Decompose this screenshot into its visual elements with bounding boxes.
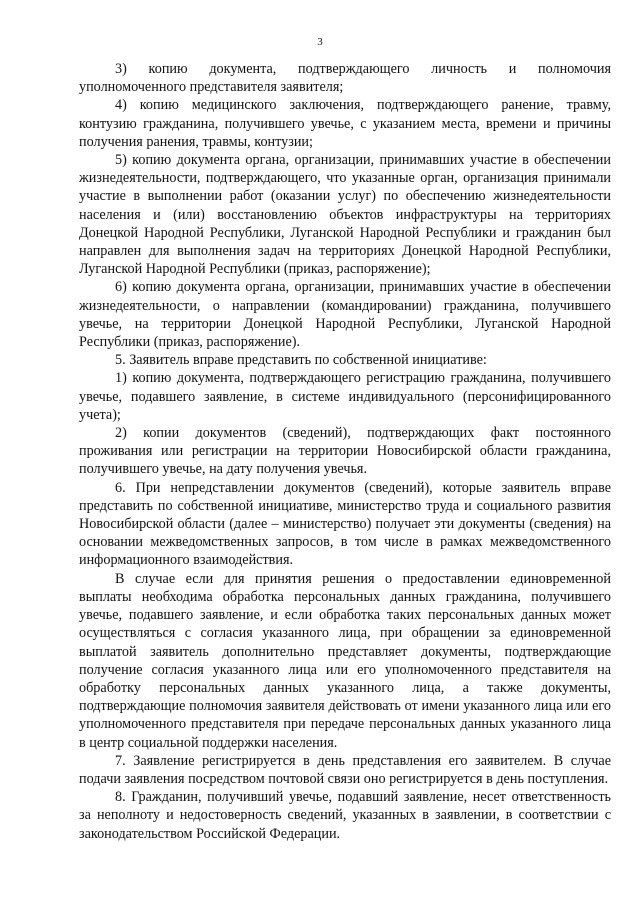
paragraph-clause-8: 8. Гражданин, получивший увечье, подавший заявление, несет ответственность за неполноту и недостоверность сведений, указанных в заявлении, в соответствии с законодательством Российской Федерации.: [79, 789, 611, 842]
paragraph-item-4-medical-report: 4) копию медицинского заключения, подтверждающего ранение, травму, контузию гражданина, получившего увечье, с указанием места, времени и причины получения ранения, травмы, контузии;: [79, 97, 611, 150]
paragraph-item-3-copy-representative: 3) копию документа, подтверждающего личность и полномочия уполномоченного представителя заявителя;: [79, 61, 611, 96]
paragraph-clause-6: 6. При непредставлении документов (сведений), которые заявитель вправе представить по собственной инициативе, министерство труда и социального развития Новосибирской области (далее – министерство) получает эти документы (сведения) на основании межведомственных запросов, в том числе в рамках межведомственного информационного взаимодействия.: [79, 479, 611, 569]
paragraph-item-6-assignment-document: 6) копию документа органа, организации, принимавших участие в обеспечении жизнедеятельности, о направлении (командировании) гражданина, получившего увечье, на территории Донецкой Народной Республики, Луганской Народной Республики (приказ, распоряжение).: [79, 279, 611, 351]
document-body: [79, 60, 611, 843]
paragraph-personal-data-consent: В случае если для принятия решения о предоставлении единовременной выплаты необходима обработка персональных данных гражданина, получившего увечье, подавшего заявление, и если обработка таких персональных данных может осуществляться с согласия указанного лица, при обращении за единовременной выплатой заявитель дополнительно представляет документы, подтверждающие получение согласия указанного лица или его уполномоченного представителя на обработку персональных данных указанного лица, а также документы, подтверждающие полномочия заявителя действовать от имени указанного лица или его уполномоченного представителя при передаче персональных данных указанного лица в центр социальной поддержки населения.: [79, 570, 611, 751]
page-number: 3: [317, 36, 323, 48]
paragraph-clause-5: 5. Заявитель вправе представить по собственной инициативе:: [115, 352, 487, 369]
paragraph-clause-7: 7. Заявление регистрируется в день представления его заявителем. В случае подачи заявления посредством почтовой связи оно регистрируется в день поступления.: [79, 752, 611, 787]
paragraph-item-2-residence-documents: 2) копии документов (сведений), подтверждающих факт постоянного проживания или регистрации на территории Новосибирской области гражданина, получившего увечье, на дату получения увечья.: [79, 425, 611, 478]
paragraph-item-1-registration-copy: 1) копию документа, подтверждающего регистрацию гражданина, получившего увечье, подавшего заявление, в системе индивидуального (персонифицированного учета);: [79, 370, 611, 423]
paragraph-item-5-organization-document: 5) копию документа органа, организации, принимавших участие в обеспечении жизнедеятельности, подтверждающего, что указанные орган, организация принимали участие в выполнении работ (оказании услуг) по обеспечению жизнедеятельности населения и (или) восстановлению объектов инфраструктуры на территориях Донецкой Народной Республики, Луганской Народной Республики и гражданин был направлен для выполнения задач на территориях Донецкой Народной Республики, Луганской Народной Республики (приказ, распоряжение);: [79, 152, 611, 278]
